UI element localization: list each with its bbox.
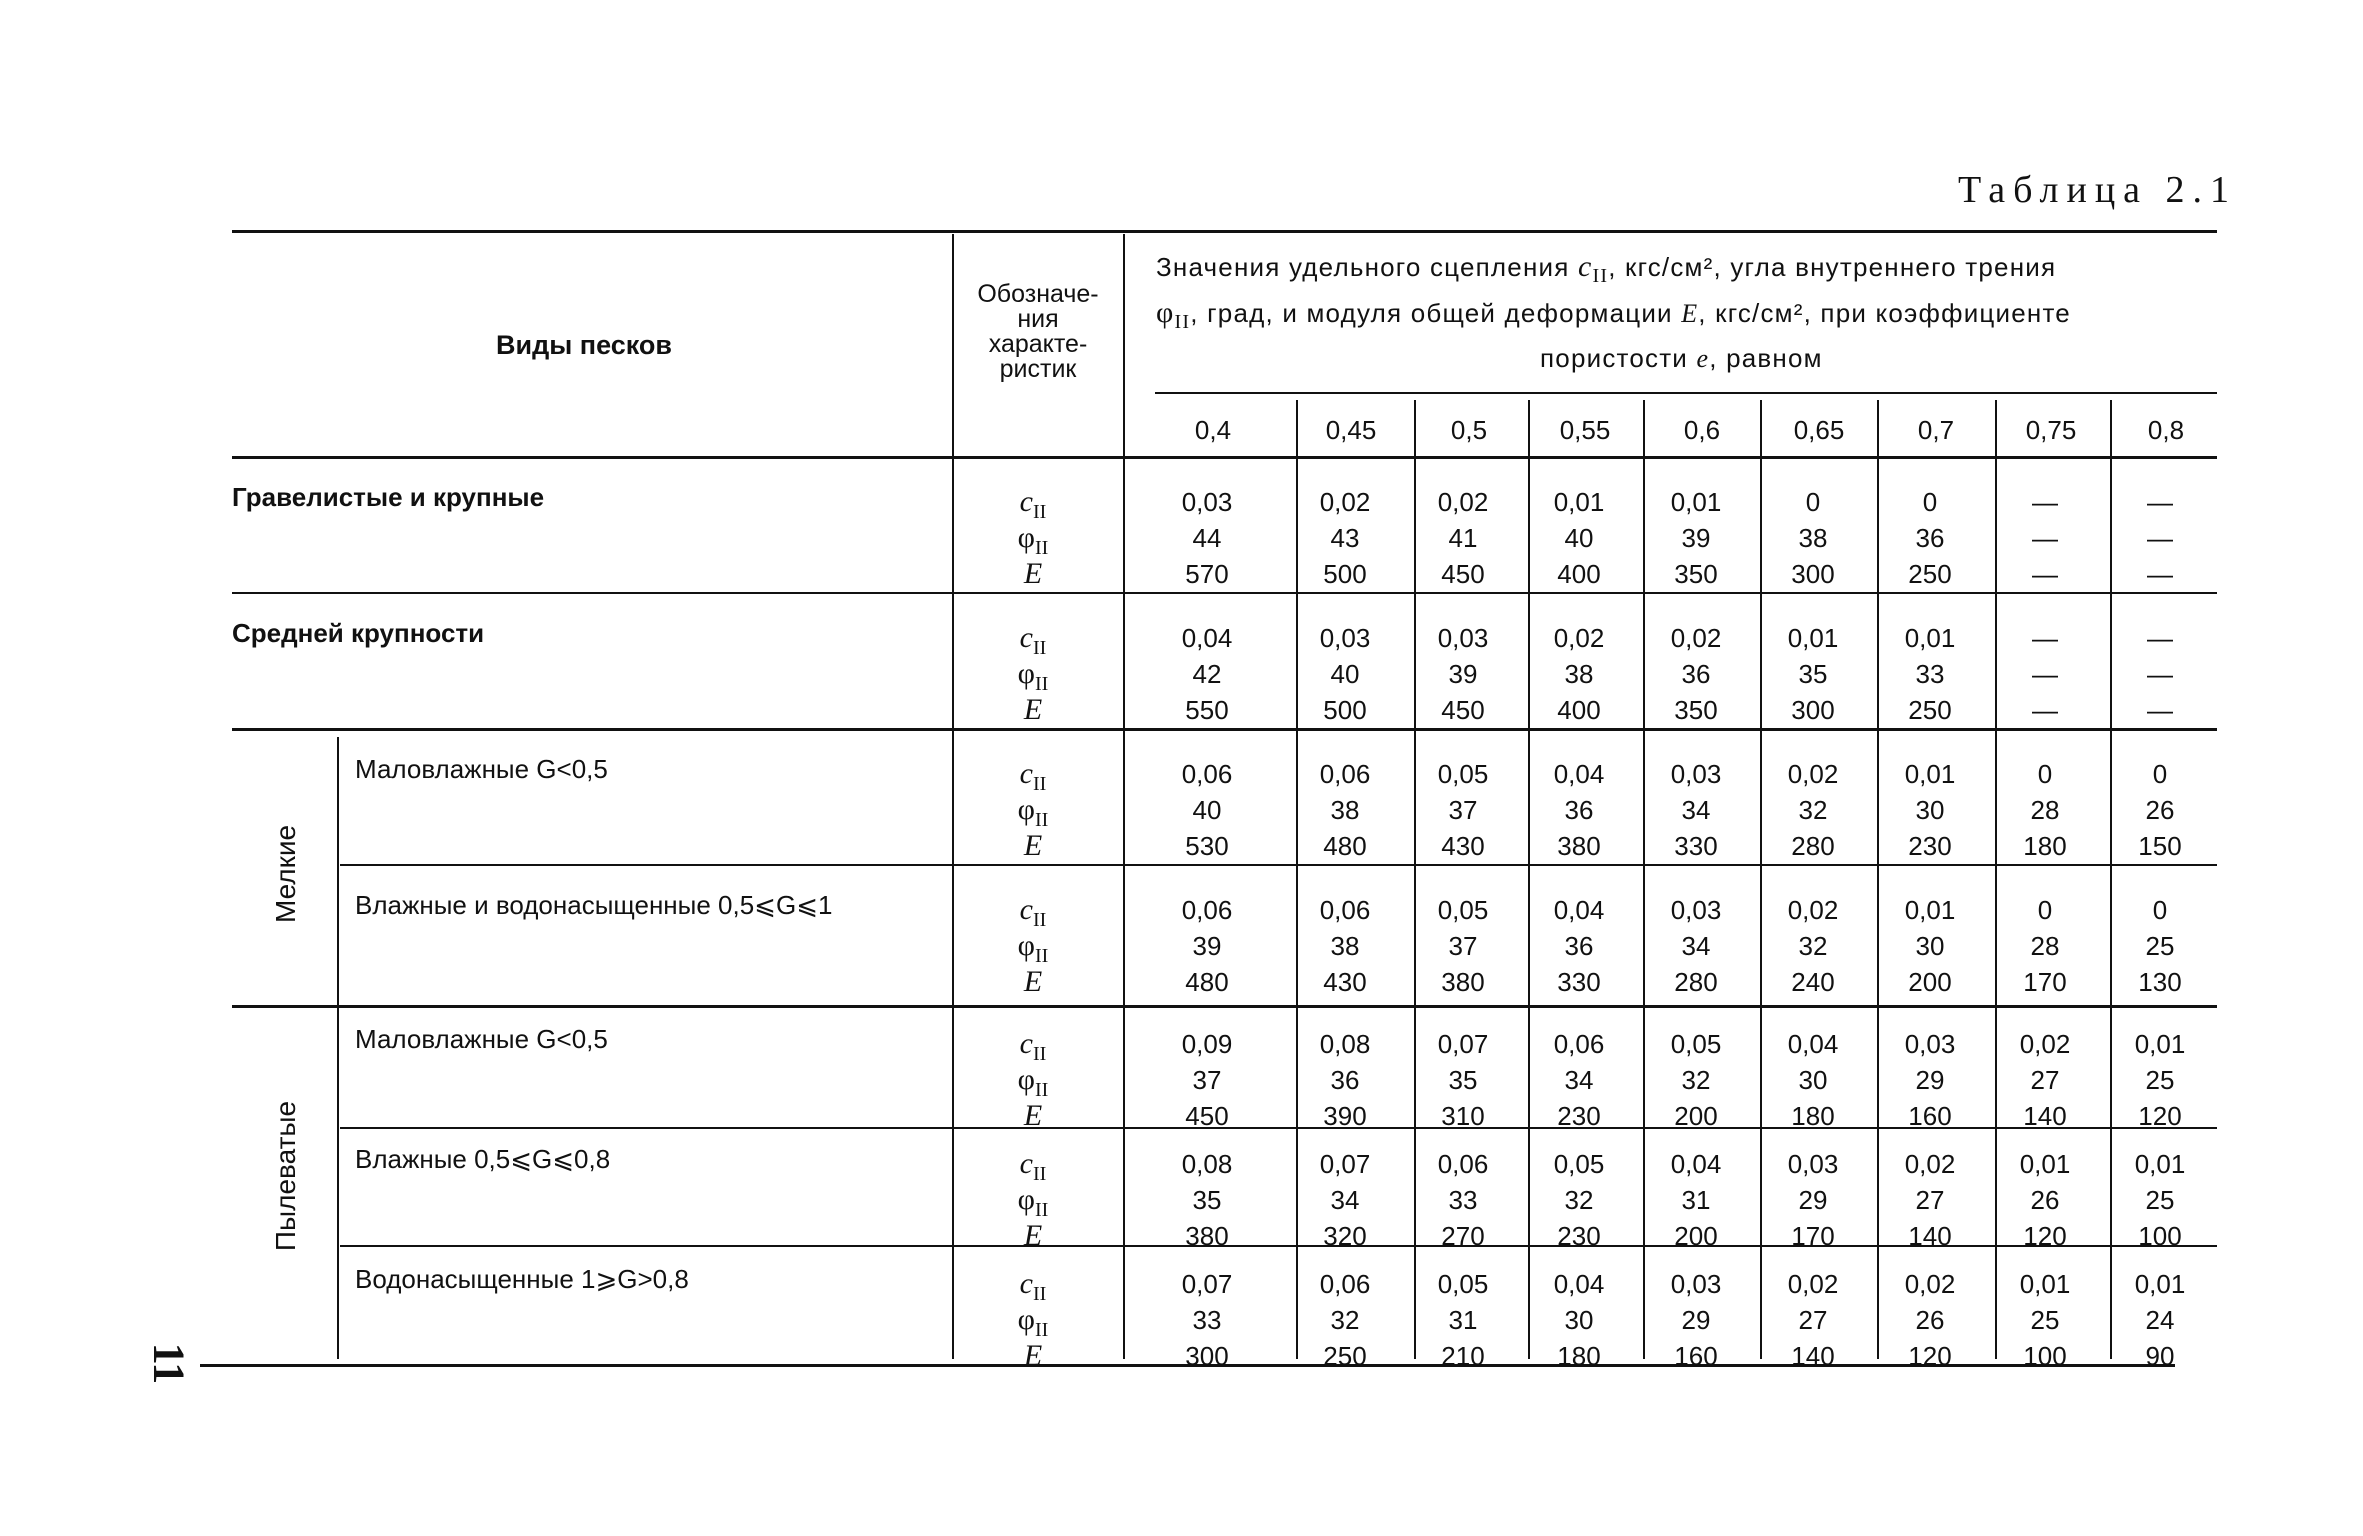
value-cell: 200 [1908, 967, 1952, 997]
value-cell: 100 [2023, 1341, 2067, 1371]
row-rule-4 [232, 1005, 2217, 1008]
value-cell: 480 [1323, 831, 1367, 861]
value-cell: 27 [2030, 1065, 2060, 1095]
row-rule-3 [340, 864, 2217, 866]
value-cell: 42 [1192, 659, 1222, 689]
value-cell: — [2147, 659, 2173, 689]
symbol-c: $c_{II}$ [1019, 621, 1047, 659]
porosity-value: 0,6 [1683, 415, 1721, 445]
value-cell: — [2032, 523, 2058, 553]
symbol-phi: $\varphi_{II}$ [1017, 1063, 1049, 1101]
value-cell: 0,01 [2134, 1149, 2186, 1179]
value-cell: 39 [1681, 523, 1711, 553]
symbol-phi: $\varphi_{II}$ [1017, 521, 1049, 559]
value-cell: 30 [1915, 795, 1945, 825]
symbol-phi: $\varphi_{II}$ [1017, 657, 1049, 695]
symbol-phi: $\varphi_{II}$ [1017, 929, 1049, 967]
value-cell: 0,05 [1670, 1029, 1722, 1059]
symbol-E: E [1023, 557, 1043, 590]
value-cell: 200 [1674, 1101, 1718, 1131]
value-cell: 230 [1557, 1221, 1601, 1251]
value-cell: 0 [1922, 487, 1938, 517]
table-title: Таблица 2.1 [1958, 169, 2238, 211]
value-cell: 37 [1448, 795, 1478, 825]
symbol-phi: $\varphi_{II}$ [1017, 1183, 1049, 1221]
porosity-value: 0,7 [1917, 415, 1955, 445]
symbol-c: $c_{II}$ [1019, 1027, 1047, 1065]
vline-group [337, 737, 339, 1359]
row-label: Маловлажные G<0,5 [355, 754, 608, 784]
value-cell: 0,02 [2019, 1029, 2071, 1059]
header-values-line2: $\varphi_{II}$, град, и модуля общей деформации E, кгс/см², при коэффициенте [1156, 296, 2071, 334]
value-cell: 36 [1681, 659, 1711, 689]
value-cell: 32 [1681, 1065, 1711, 1095]
porosity-value: 0,55 [1559, 415, 1611, 445]
value-cell: 29 [1798, 1185, 1828, 1215]
row-label: Влажные и водонасыщенные 0,5⩽G⩽1 [355, 890, 833, 920]
symbol-phi: $\varphi_{II}$ [1017, 793, 1049, 831]
value-cell: 130 [2138, 967, 2182, 997]
value-cell: 30 [1564, 1305, 1594, 1335]
value-cell: 0,03 [1181, 487, 1233, 517]
value-cell: 27 [1915, 1185, 1945, 1215]
page-number: 11 [144, 1342, 194, 1385]
value-cell: 310 [1441, 1101, 1485, 1131]
value-cell: — [2147, 623, 2173, 653]
value-cell: 450 [1441, 559, 1485, 589]
value-cell: 0,01 [2134, 1029, 2186, 1059]
value-cell: 120 [2138, 1101, 2182, 1131]
value-cell: 32 [1564, 1185, 1594, 1215]
value-cell: 350 [1674, 559, 1718, 589]
value-cell: 400 [1557, 559, 1601, 589]
row-rule-1 [232, 592, 2217, 594]
value-cell: 0,01 [2019, 1269, 2071, 1299]
value-cell: 25 [2030, 1305, 2060, 1335]
group-label-fine: Мелкие [270, 824, 301, 924]
value-cell: 0,02 [1904, 1269, 1956, 1299]
value-cell: 28 [2030, 931, 2060, 961]
value-cell: — [2032, 659, 2058, 689]
row-rule-2 [232, 728, 2217, 731]
row-label: Водонасыщенные 1⩾G>0,8 [355, 1264, 689, 1294]
value-cell: 550 [1185, 695, 1229, 725]
value-cell: 400 [1557, 695, 1601, 725]
group-label-silty: Пылеватые [270, 1100, 301, 1252]
value-cell: 0,02 [1319, 487, 1371, 517]
value-cell: 24 [2145, 1305, 2175, 1335]
symbol-phi: $\varphi_{II}$ [1017, 1303, 1049, 1341]
value-cell: 0,05 [1437, 1269, 1489, 1299]
value-cell: 32 [1330, 1305, 1360, 1335]
porosity-value: 0,45 [1325, 415, 1377, 445]
value-cell: — [2032, 559, 2058, 589]
value-cell: 37 [1192, 1065, 1222, 1095]
value-cell: 31 [1681, 1185, 1711, 1215]
value-cell: 0,06 [1319, 1269, 1371, 1299]
value-cell: 570 [1185, 559, 1229, 589]
value-cell: — [2032, 695, 2058, 725]
vline-symbols [952, 234, 954, 1359]
value-cell: 0,06 [1319, 895, 1371, 925]
value-cell: 0,06 [1181, 895, 1233, 925]
value-cell: 29 [1915, 1065, 1945, 1095]
value-cell: 160 [1674, 1341, 1718, 1371]
value-cell: 210 [1441, 1341, 1485, 1371]
value-cell: 0,02 [1787, 1269, 1839, 1299]
value-cell: 450 [1441, 695, 1485, 725]
value-cell: 0,02 [1670, 623, 1722, 653]
value-cell: 0,01 [2019, 1149, 2071, 1179]
value-cell: 250 [1323, 1341, 1367, 1371]
value-cell: 0 [2037, 759, 2053, 789]
value-cell: 230 [1908, 831, 1952, 861]
value-cell: 40 [1192, 795, 1222, 825]
value-cell: 0,05 [1437, 895, 1489, 925]
row-label: Гравелистые и крупные [232, 482, 545, 512]
porosity-value: 0,4 [1194, 415, 1232, 445]
value-cell: 250 [1908, 695, 1952, 725]
vline-values [1123, 234, 1125, 1359]
value-cell: 38 [1330, 931, 1360, 961]
value-cell: 150 [2138, 831, 2182, 861]
header-designations: Обозначе- ния характе- ристик [977, 280, 1099, 383]
value-cell: 170 [1791, 1221, 1835, 1251]
value-cell: 30 [1915, 931, 1945, 961]
value-cell: 300 [1185, 1341, 1229, 1371]
value-cell: 0,07 [1437, 1029, 1489, 1059]
value-cell: 280 [1674, 967, 1718, 997]
value-cell: 0,02 [1553, 623, 1605, 653]
value-cell: 0 [2152, 759, 2168, 789]
value-cell: 120 [1908, 1341, 1952, 1371]
value-cell: 0,04 [1670, 1149, 1722, 1179]
value-cell: 25 [2145, 931, 2175, 961]
value-cell: 0,06 [1181, 759, 1233, 789]
value-cell: 37 [1448, 931, 1478, 961]
value-cell: 230 [1557, 1101, 1601, 1131]
value-cell: 280 [1791, 831, 1835, 861]
value-cell: 140 [1908, 1221, 1952, 1251]
value-cell: 0,04 [1553, 895, 1605, 925]
value-cell: 41 [1448, 523, 1478, 553]
value-cell: 0,06 [1319, 759, 1371, 789]
value-cell: — [2147, 695, 2173, 725]
symbol-c: $c_{II}$ [1019, 757, 1047, 795]
value-cell: 26 [1915, 1305, 1945, 1335]
value-cell: 0,04 [1181, 623, 1233, 653]
top-rule [232, 230, 2217, 233]
value-cell: 25 [2145, 1185, 2175, 1215]
value-cell: 200 [1674, 1221, 1718, 1251]
value-cell: 34 [1681, 795, 1711, 825]
symbol-c: $c_{II}$ [1019, 893, 1047, 931]
value-cell: 300 [1791, 695, 1835, 725]
value-cell: 90 [2145, 1341, 2175, 1371]
header-sand-types: Виды песков [496, 330, 673, 360]
header-bottom-rule [232, 456, 2217, 459]
value-cell: 38 [1798, 523, 1828, 553]
row-label: Влажные 0,5⩽G⩽0,8 [355, 1144, 611, 1174]
porosity-value: 0,8 [2147, 415, 2185, 445]
value-cell: 35 [1192, 1185, 1222, 1215]
value-cell: 26 [2145, 795, 2175, 825]
value-cell: 38 [1564, 659, 1594, 689]
value-cell: 36 [1564, 795, 1594, 825]
value-cell: 40 [1564, 523, 1594, 553]
row-label: Маловлажные G<0,5 [355, 1024, 608, 1054]
value-cell: 0,09 [1181, 1029, 1233, 1059]
value-cell: 0,08 [1181, 1149, 1233, 1179]
value-cell: — [2147, 523, 2173, 553]
symbol-E: E [1023, 1099, 1043, 1132]
value-cell: 240 [1791, 967, 1835, 997]
value-cell: 44 [1192, 523, 1222, 553]
value-cell: 0,05 [1437, 759, 1489, 789]
value-cell: 0,01 [1553, 487, 1605, 517]
value-cell: 0,01 [1904, 623, 1956, 653]
value-cell: 26 [2030, 1185, 2060, 1215]
value-cell: 28 [2030, 795, 2060, 825]
value-cell: 25 [2145, 1065, 2175, 1095]
value-cell: 38 [1330, 795, 1360, 825]
value-cell: 180 [1791, 1101, 1835, 1131]
value-cell: 250 [1908, 559, 1952, 589]
value-cell: 32 [1798, 795, 1828, 825]
value-cell: 35 [1798, 659, 1828, 689]
value-cell: 0,06 [1553, 1029, 1605, 1059]
value-cell: 0 [2037, 895, 2053, 925]
value-cell: 31 [1448, 1305, 1478, 1335]
value-cell: 0,03 [1904, 1029, 1956, 1059]
value-cell: 0,02 [1787, 895, 1839, 925]
value-cell: — [2147, 559, 2173, 589]
value-cell: 0,06 [1437, 1149, 1489, 1179]
value-cell: 0,02 [1437, 487, 1489, 517]
value-cell: 0,03 [1670, 1269, 1722, 1299]
symbol-E: E [1023, 1219, 1043, 1252]
value-cell: 530 [1185, 831, 1229, 861]
symbol-E: E [1023, 829, 1043, 862]
value-cell: 0,01 [1670, 487, 1722, 517]
value-cell: 0,01 [2134, 1269, 2186, 1299]
value-cell: 430 [1323, 967, 1367, 997]
value-cell: 0,02 [1904, 1149, 1956, 1179]
value-cell: 0,03 [1437, 623, 1489, 653]
value-cell: 0,01 [1787, 623, 1839, 653]
value-cell: 0,03 [1787, 1149, 1839, 1179]
porosity-subrule [1155, 392, 2217, 394]
porosity-value: 0,65 [1793, 415, 1845, 445]
value-cell: 36 [1330, 1065, 1360, 1095]
symbol-c: $c_{II}$ [1019, 485, 1047, 523]
symbol-E: E [1023, 1339, 1043, 1372]
porosity-value: 0,75 [2025, 415, 2077, 445]
value-cell: 180 [2023, 831, 2067, 861]
value-cell: — [2032, 623, 2058, 653]
value-cell: 180 [1557, 1341, 1601, 1371]
value-cell: 40 [1330, 659, 1360, 689]
value-cell: — [2147, 487, 2173, 517]
value-cell: 39 [1192, 931, 1222, 961]
value-cell: 500 [1323, 695, 1367, 725]
value-cell: — [2032, 487, 2058, 517]
value-cell: 160 [1908, 1101, 1952, 1131]
header-values-line1: Значения удельного сцепления $c_{II}$, кгс/см², угла внутреннего трения [1156, 250, 2057, 288]
value-cell: 380 [1185, 1221, 1229, 1251]
value-cell: 0,07 [1319, 1149, 1371, 1179]
header-values-line3: пористости e, равном [1540, 343, 1823, 373]
value-cell: 0,01 [1904, 759, 1956, 789]
value-cell: 32 [1798, 931, 1828, 961]
value-cell: 320 [1323, 1221, 1367, 1251]
value-cell: 33 [1448, 1185, 1478, 1215]
value-cell: 0,04 [1553, 759, 1605, 789]
value-cell: 380 [1441, 967, 1485, 997]
value-cell: 36 [1564, 931, 1594, 961]
value-cell: 43 [1330, 523, 1360, 553]
value-cell: 33 [1192, 1305, 1222, 1335]
value-cell: 480 [1185, 967, 1229, 997]
porosity-value: 0,5 [1450, 415, 1488, 445]
value-cell: 0,02 [1787, 759, 1839, 789]
value-cell: 430 [1441, 831, 1485, 861]
value-cell: 380 [1557, 831, 1601, 861]
value-cell: 330 [1557, 967, 1601, 997]
value-cell: 350 [1674, 695, 1718, 725]
row-label: Средней крупности [232, 618, 485, 648]
value-cell: 330 [1674, 831, 1718, 861]
value-cell: 27 [1798, 1305, 1828, 1335]
value-cell: 0 [1805, 487, 1821, 517]
value-cell: 0,07 [1181, 1269, 1233, 1299]
value-cell: 0,03 [1670, 759, 1722, 789]
value-cell: 270 [1441, 1221, 1485, 1251]
value-cell: 0,04 [1553, 1269, 1605, 1299]
value-cell: 0,03 [1670, 895, 1722, 925]
value-cell: 34 [1330, 1185, 1360, 1215]
value-cell: 0,08 [1319, 1029, 1371, 1059]
value-cell: 36 [1915, 523, 1945, 553]
value-cell: 500 [1323, 559, 1367, 589]
symbol-E: E [1023, 965, 1043, 998]
value-cell: 34 [1681, 931, 1711, 961]
value-cell: 0,04 [1787, 1029, 1839, 1059]
value-cell: 140 [1791, 1341, 1835, 1371]
value-cell: 0,01 [1904, 895, 1956, 925]
symbol-c: $c_{II}$ [1019, 1267, 1047, 1305]
value-cell: 450 [1185, 1101, 1229, 1131]
symbol-c: $c_{II}$ [1019, 1147, 1047, 1185]
value-cell: 100 [2138, 1221, 2182, 1251]
value-cell: 29 [1681, 1305, 1711, 1335]
value-cell: 170 [2023, 967, 2067, 997]
value-cell: 300 [1791, 559, 1835, 589]
value-cell: 0 [2152, 895, 2168, 925]
value-cell: 39 [1448, 659, 1478, 689]
value-cell: 120 [2023, 1221, 2067, 1251]
value-cell: 140 [2023, 1101, 2067, 1131]
value-cell: 390 [1323, 1101, 1367, 1131]
value-cell: 30 [1798, 1065, 1828, 1095]
symbol-E: E [1023, 693, 1043, 726]
value-cell: 0,03 [1319, 623, 1371, 653]
value-cell: 0,05 [1553, 1149, 1605, 1179]
value-cell: 33 [1915, 659, 1945, 689]
value-cell: 35 [1448, 1065, 1478, 1095]
value-cell: 34 [1564, 1065, 1594, 1095]
